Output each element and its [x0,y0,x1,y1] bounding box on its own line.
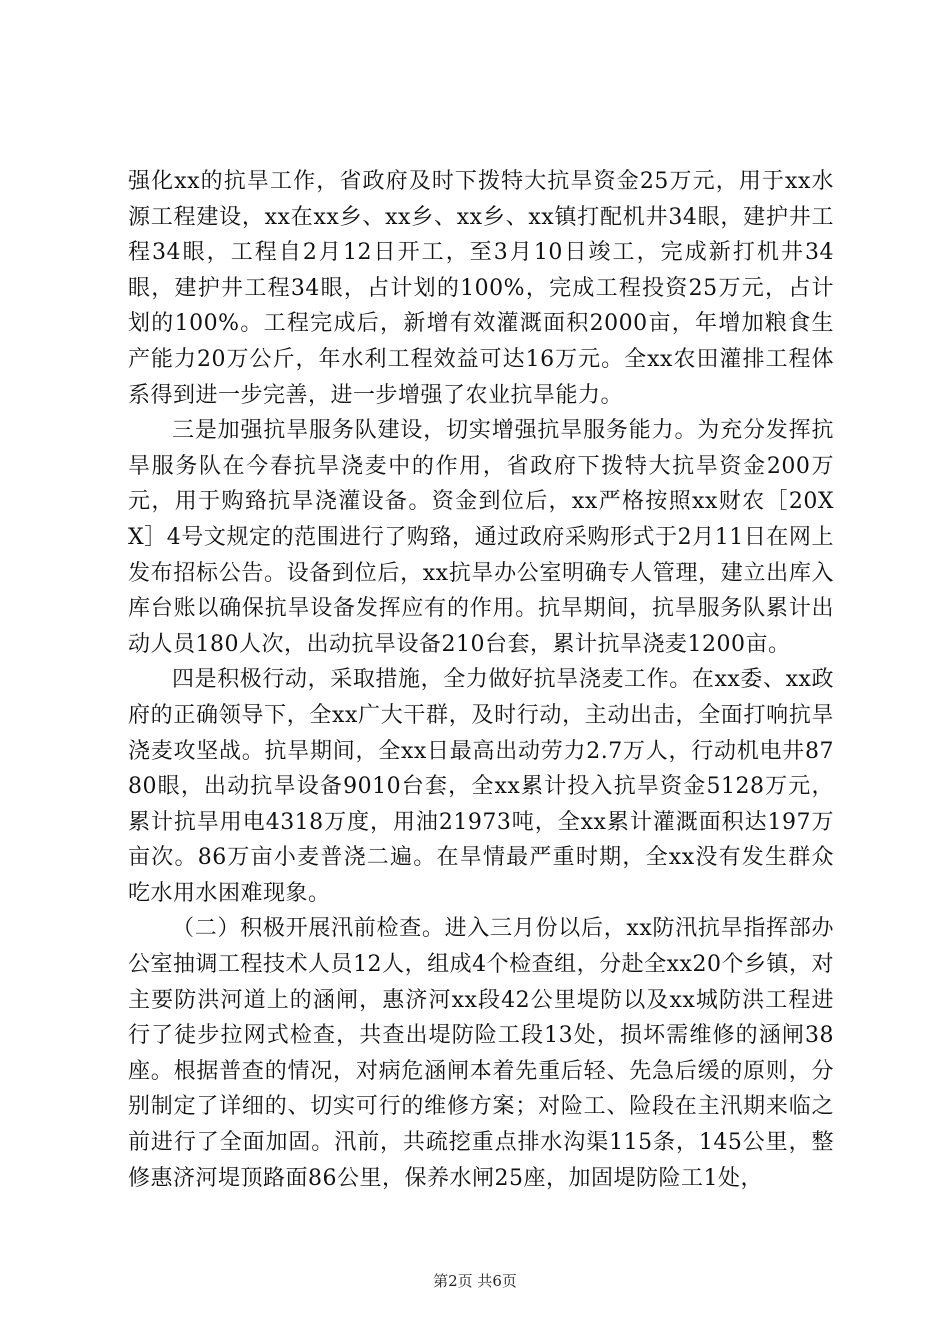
page-footer: 第2页 共6页 [433,1272,517,1290]
paragraph-pre-flood-inspection: （二）积极开展汛前检查。进入三月份以后，xx防汛抗旱指挥部办公室抽调工程技术人员12人，组成4个检查组，分赴全xx20个乡镇，对主要防洪河道上的涵闸，惠济河xx段42公里堤防以及xx城防洪工程进行了徒步拉网式检查，共查出堤防险工段13处，损坏需维修的涵闸38座。根据普查的情况，对病危涵闸本着先重后轻、先急后缓的原则，分别制定了详细的、切实可行的维修方案；对险工、险段在主汛期来临之前进行了全面加固。汛前，共疏挖重点排水沟渠115条，145公里，整修惠济河堤顶路面86公里，保养水闸25座，加固堤防险工1处， [128,916,834,1191]
paragraph-continuation: 强化xx的抗旱工作，省政府及时下拨特大抗旱资金25万元，用于xx水源工程建设，xx在xx乡、xx乡、xx乡、xx镇打配机井34眼，建护井工程34眼，工程自2月12日开工，至3月10日竣工，完成新打机井34眼，建护井工程34眼，占计划的100%，完成工程投资25万元，占计划的100%。工程完成后，新增有效灌溉面积2000亩，年增加粮食生产能力20万公斤，年水利工程效益可达16万元。全xx农田灌排工程体系得到进一步完善，进一步增强了农业抗旱能力。 [128,169,834,408]
paragraph-drought-service-team: 三是加强抗旱服务队建设，切实增强抗旱服务能力。为充分发挥抗旱服务队在今春抗旱浇麦中的作用，省政府下拨特大抗旱资金200万元，用于购臵抗旱浇灌设备。资金到位后，xx严格按照xx财农［20XX］4号文规定的范围进行了购臵，通过政府采购形式于2月11日在网上发布招标公告。设备到位后，xx抗旱办公室明确专人管理，建立出库入库台账以确保抗旱设备发挥应有的作用。抗旱期间，抗旱服务队累计出动人员180人次，出动抗旱设备210台套，累计抗旱浇麦1200亩。 [128,418,834,657]
paragraph-drought-irrigation-action: 四是积极行动，采取措施，全力做好抗旱浇麦工作。在xx委、xx政府的正确领导下，全xx广大干群，及时行动，主动出击，全面打响抗旱浇麦攻坚战。抗旱期间，全xx日最高出动劳力2.7万人，行动机电井8780眼，出动抗旱设备9010台套，全xx累计投入抗旱资金5128万元，累计抗旱用电4318万度，用油21973吨，全xx累计灌溉面积达197万亩次。86万亩小麦普浇二遍。在旱情最严重时期，全xx没有发生群众吃水用水困难现象。 [128,667,834,906]
document-body [128,164,834,1196]
